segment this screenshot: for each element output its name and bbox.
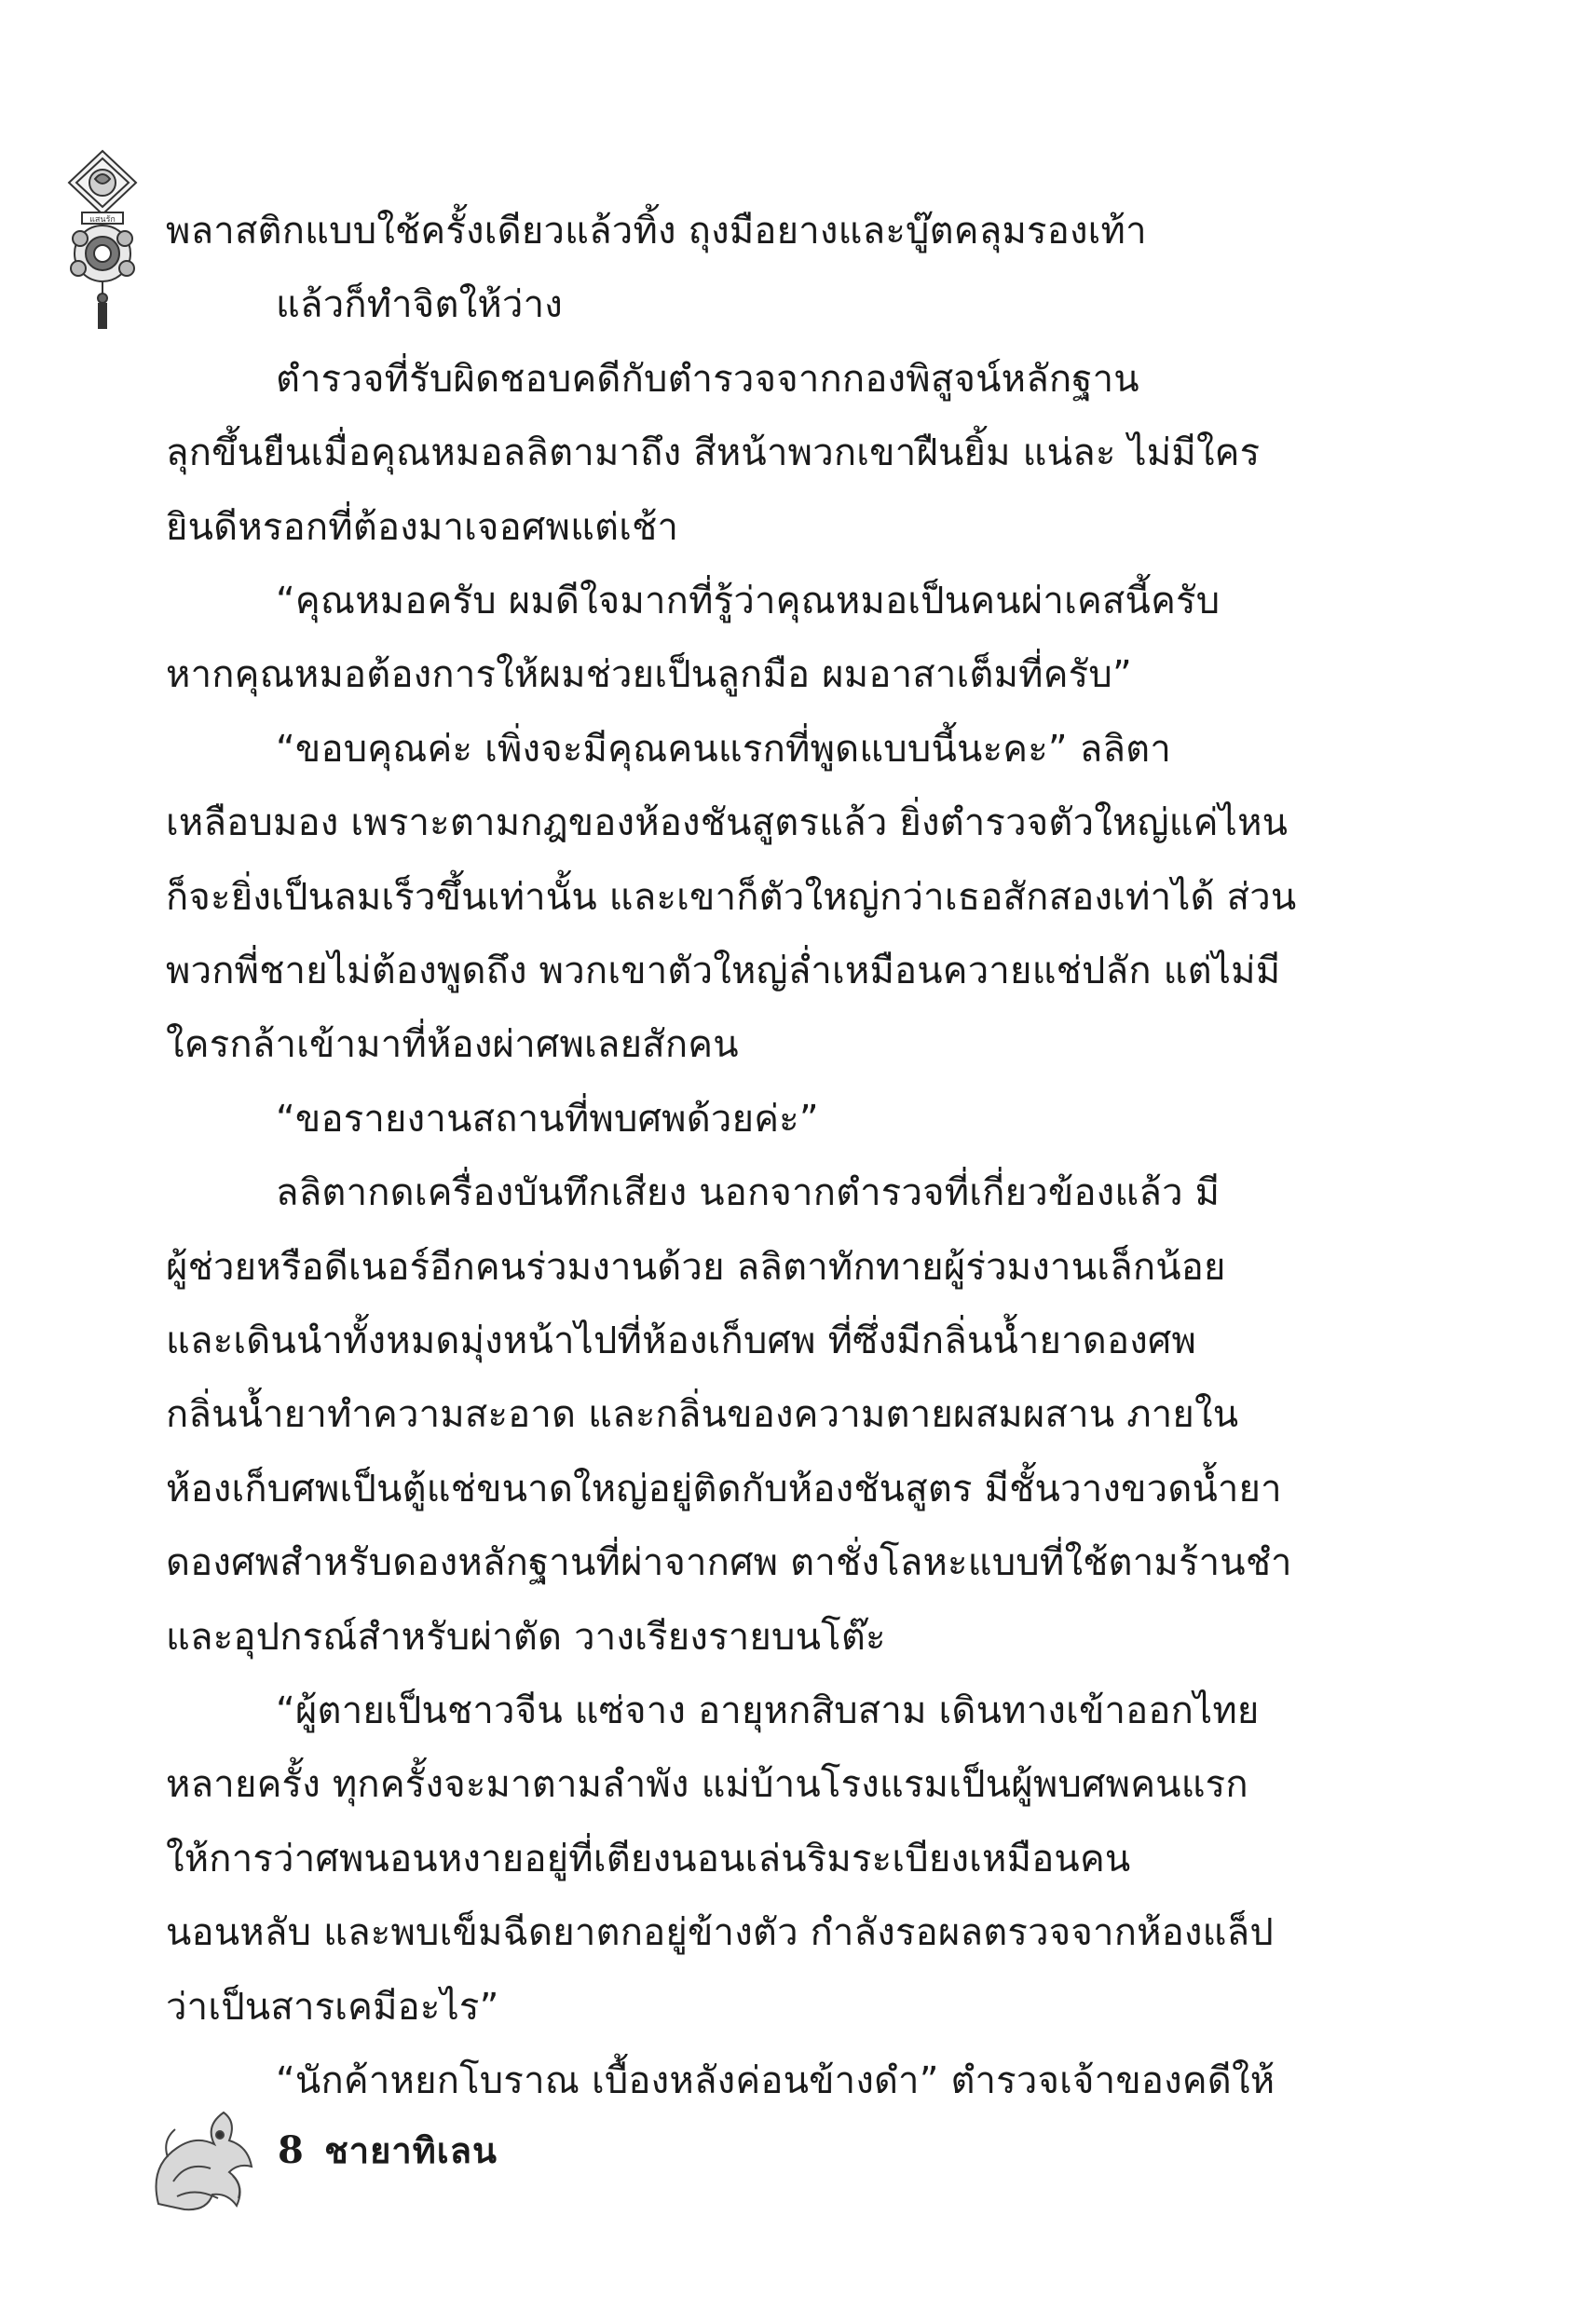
book-title: ชายาทิเลน [324,2129,498,2171]
text-line: แล้วก็ทำจิตให้ว่าง [276,283,563,327]
text-line: ใครกล้าเข้ามาที่ห้องผ่าศพเลยสักคน [166,1023,739,1067]
text-line: หากคุณหมอต้องการให้ผมช่วยเป็นลูกมือ ผมอาสาเต็มที่ครับ” [166,653,1132,697]
text-line: พวกพี่ชายไม่ต้องพูดถึง พวกเขาตัวใหญ่ล่ำเหมือนควายแช่ปลัก แต่ไม่มี [166,950,1281,992]
text-line: ผู้ช่วยหรือดีเนอร์อีกคนร่วมงานด้วย ลลิตาทักทายผู้ร่วมงานเล็กน้อย [166,1245,1226,1289]
text-line: ยินดีหรอกที่ต้องมาเจอศพแต่เช้า [166,505,679,549]
ornament-logo-icon [56,149,149,335]
text-line: หลายครั้ง ทุกครั้งจะมาตามลำพัง แม่บ้านโรงแรมเป็นผู้พบศพคนแรก [166,1763,1248,1807]
page-number: 8 [278,2128,304,2172]
text-line: พลาสติกแบบใช้ครั้งเดียวแล้วทิ้ง ถุงมือยางและบู๊ตคลุมรองเท้า [166,210,1147,253]
text-line: ดองศพสำหรับดองหลักฐานที่ผ่าจากศพ ตาชั่งโลหะแบบที่ใช้ตามร้านชำ [166,1541,1292,1585]
text-line: ลลิตากดเครื่องบันทึกเสียง นอกจากตำรวจที่เกี่ยวข้องแล้ว มี [276,1171,1221,1215]
svg-text:แสนรัก: แสนรัก [89,215,116,225]
text-line: ว่าเป็นสารเคมีอะไร” [166,1985,499,2029]
text-line: ก็จะยิ่งเป็นลมเร็วขึ้นเท่านั้น และเขาก็ตัวใหญ่กว่าเธอสักสองเท่าได้ ส่วน [166,875,1297,919]
text-line: “ผู้ตายเป็นชาวจีน แซ่จาง อายุหกสิบสาม เดินทางเข้าออกไทย [276,1689,1260,1732]
text-line: ให้การว่าศพนอนหงายอยู่ที่เตียงนอนเล่นริมระเบียงเหมือนคน [166,1837,1131,1880]
text-line: “นักค้าหยกโบราณ เบื้องหลังค่อนข้างดำ” ตำรวจเจ้าของคดีให้ [276,2059,1275,2102]
text-line: และเดินนำทั้งหมดมุ่งหน้าไปที่ห้องเก็บศพ ที่ซึ่งมีกลิ่นน้ำยาดองศพ [166,1320,1197,1362]
text-line: ห้องเก็บศพเป็นตู้แช่ขนาดใหญ่อยู่ติดกับห้องชันสูตร มีชั้นวางขวดน้ำยา [166,1467,1282,1511]
text-line: “คุณหมอครับ ผมดีใจมากที่รู้ว่าคุณหมอเป็นคนผ่าเคสนี้ครับ [276,580,1221,622]
text-line: “ขอรายงานสถานที่พบศพด้วยค่ะ” [276,1097,819,1141]
text-line: ลุกขึ้นยืนเมื่อคุณหมอลลิตามาถึง สีหน้าพวกเขาฝืนยิ้ม แน่ละ ไม่มีใคร [166,431,1261,475]
text-line: กลิ่นน้ำยาทำความสะอาด และกลิ่นของความตายผสมผสาน ภายใน [166,1393,1239,1437]
text-line: นอนหลับ และพบเข็มฉีดยาตกอยู่ข้างตัว กำลังรอผลตรวจจากห้องแล็ป [166,1911,1274,1955]
text-line: “ขอบคุณค่ะ เพิ่งจะมีคุณคนแรกที่พูดแบบนี้นะคะ” ลลิตา [276,727,1172,771]
text-line: และอุปกรณ์สำหรับผ่าตัด วางเรียงรายบนโต๊ะ [166,1615,886,1659]
dragon-ornament-icon [140,2092,261,2222]
text-line: ตำรวจที่รับผิดชอบคดีกับตำรวจจากกองพิสูจน์หลักฐาน [276,357,1139,401]
text-line: เหลือบมอง เพราะตามกฎของห้องชันสูตรแล้ว ยิ่งตำรวจตัวใหญ่แค่ไหน [166,801,1289,845]
